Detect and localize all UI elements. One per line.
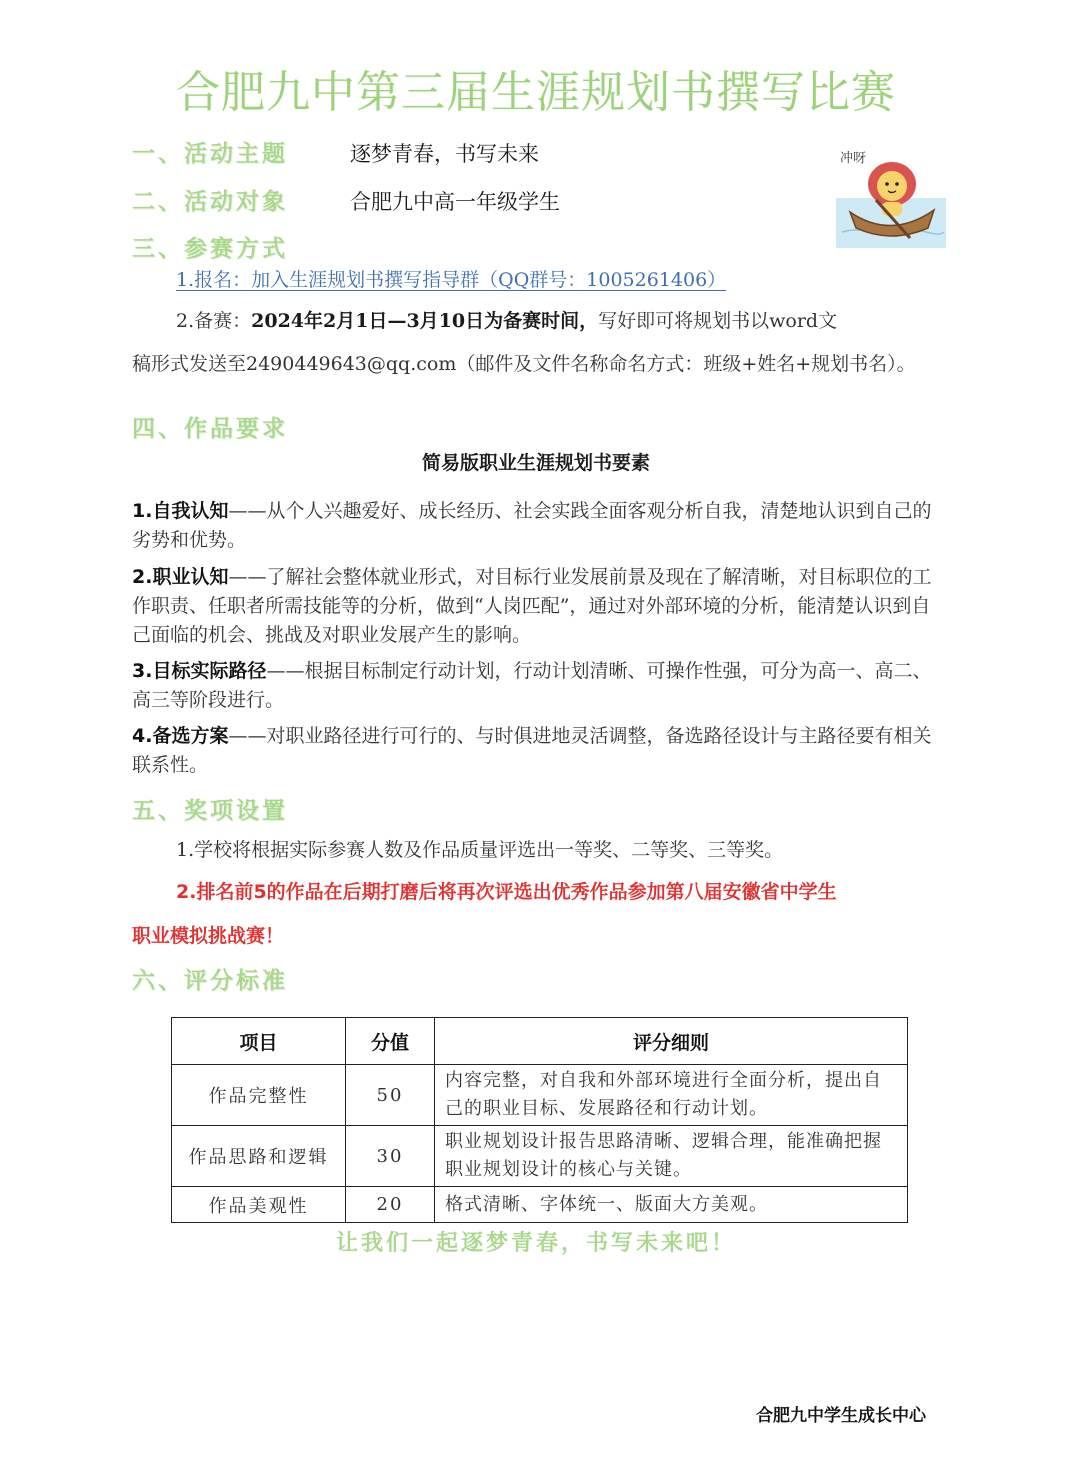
table-row xyxy=(172,1187,908,1223)
table-cell-item: 作品完整性 xyxy=(172,1065,346,1126)
section-heading-awards: 五、奖项设置 xyxy=(132,798,288,824)
section-heading-target: 二、活动对象 xyxy=(132,189,288,215)
requirement-title: 1.自我认知 xyxy=(132,500,229,522)
table-cell-score: 30 xyxy=(346,1126,435,1187)
requirement-text: ——对职业路径进行可行的、与时俱进地灵活调整，备选路径设计与主路径要有相关联系性。 xyxy=(132,725,932,776)
prep-line2: 稿形式发送至2490449643@qq.com（邮件及文件名称命名方式：班级+姓名+规划书名）。 xyxy=(132,353,916,375)
requirement-item-2 xyxy=(132,563,944,650)
target-value: 合肥九中高一年级学生 xyxy=(350,190,560,214)
scoring-table xyxy=(171,1017,908,1223)
table-cell-detail: 职业规划设计报告思路清晰、逻辑合理，能准确把握职业规划设计的核心与关键。 xyxy=(435,1126,908,1187)
theme-value: 逐梦青春，书写未来 xyxy=(350,142,539,166)
award-item-1: 1.学校将根据实际参赛人数及作品质量评选出一等奖、二等奖、三等奖。 xyxy=(176,839,784,861)
table-cell-item: 作品美观性 xyxy=(172,1187,346,1223)
requirement-text: ——从个人兴趣爱好、成长经历、社会实践全面客观分析自我，清楚地认识到自己的劣势和优势。 xyxy=(132,500,932,551)
requirement-title: 4.备选方案 xyxy=(132,725,229,747)
page-title: 合肥九中第三届生涯规划书撰写比赛 xyxy=(176,67,896,118)
table-row xyxy=(172,1126,908,1187)
footer-organization: 合肥九中学生成长中心 xyxy=(756,1406,926,1426)
signup-link[interactable]: 1.报名：加入生涯规划书撰写指导群（QQ群号：1005261406） xyxy=(176,269,727,291)
prep-dates: 2024年2月1日—3月10日为备赛时间， xyxy=(251,310,599,332)
table-cell-score: 20 xyxy=(346,1187,435,1223)
prep-rest: 写好即可将规划书以word文 xyxy=(598,310,838,332)
section-heading-method: 三、参赛方式 xyxy=(132,236,288,262)
prep-prefix: 2.备赛： xyxy=(176,310,252,332)
table-cell-item: 作品思路和逻辑 xyxy=(172,1126,346,1187)
table-header: 项目 xyxy=(172,1018,346,1065)
mascot-caption: 冲呀 xyxy=(840,151,867,166)
requirement-title: 3.目标实际路径 xyxy=(132,660,267,682)
requirement-text: ——了解社会整体就业形式，对目标行业发展前景及现在了解清晰，对目标职位的工作职责、任职者所需技能等的分析，做到“人岗匹配”，通过对外部环境的分析，能清楚认识到自己面临的机会、挑战及对职业发展产生的影响。 xyxy=(132,566,932,646)
table-cell-detail: 内容完整，对自我和外部环境进行全面分析，提出自己的职业目标、发展路径和行动计划。 xyxy=(435,1065,908,1126)
section-heading-requirements: 四、作品要求 xyxy=(132,416,288,442)
section-heading-theme: 一、活动主题 xyxy=(132,141,288,167)
table-header-row xyxy=(172,1018,908,1065)
requirement-item-1 xyxy=(132,497,944,555)
section-heading-scoring: 六、评分标准 xyxy=(132,968,288,994)
closing-slogan: 让我们一起逐梦青春，书写未来吧！ xyxy=(335,1231,736,1256)
table-cell-score: 50 xyxy=(346,1065,435,1126)
requirement-title: 2.职业认知 xyxy=(132,566,229,588)
table-header: 评分细则 xyxy=(435,1018,908,1065)
table-cell-detail: 格式清晰、字体统一、版面大方美观。 xyxy=(435,1187,908,1223)
requirements-subheading: 简易版职业生涯规划书要素 xyxy=(421,452,650,474)
table-header: 分值 xyxy=(346,1018,435,1065)
requirement-text: ——根据目标制定行动计划，行动计划清晰、可操作性强，可分为高一、高二、高三等阶段进行。 xyxy=(132,660,932,711)
requirement-item-4 xyxy=(132,722,944,780)
award-item-2-line2: 职业模拟挑战赛！ xyxy=(132,925,285,947)
prep-paragraph xyxy=(132,300,972,386)
table-row xyxy=(172,1065,908,1126)
lion-rowing-mascot xyxy=(836,140,946,248)
award-item-2 xyxy=(132,870,952,958)
requirement-item-3 xyxy=(132,657,944,715)
award-item-2-line1: 2.排名前5的作品在后期打磨后将再次评选出优秀作品参加第八届安徽省中学生 xyxy=(176,881,837,903)
